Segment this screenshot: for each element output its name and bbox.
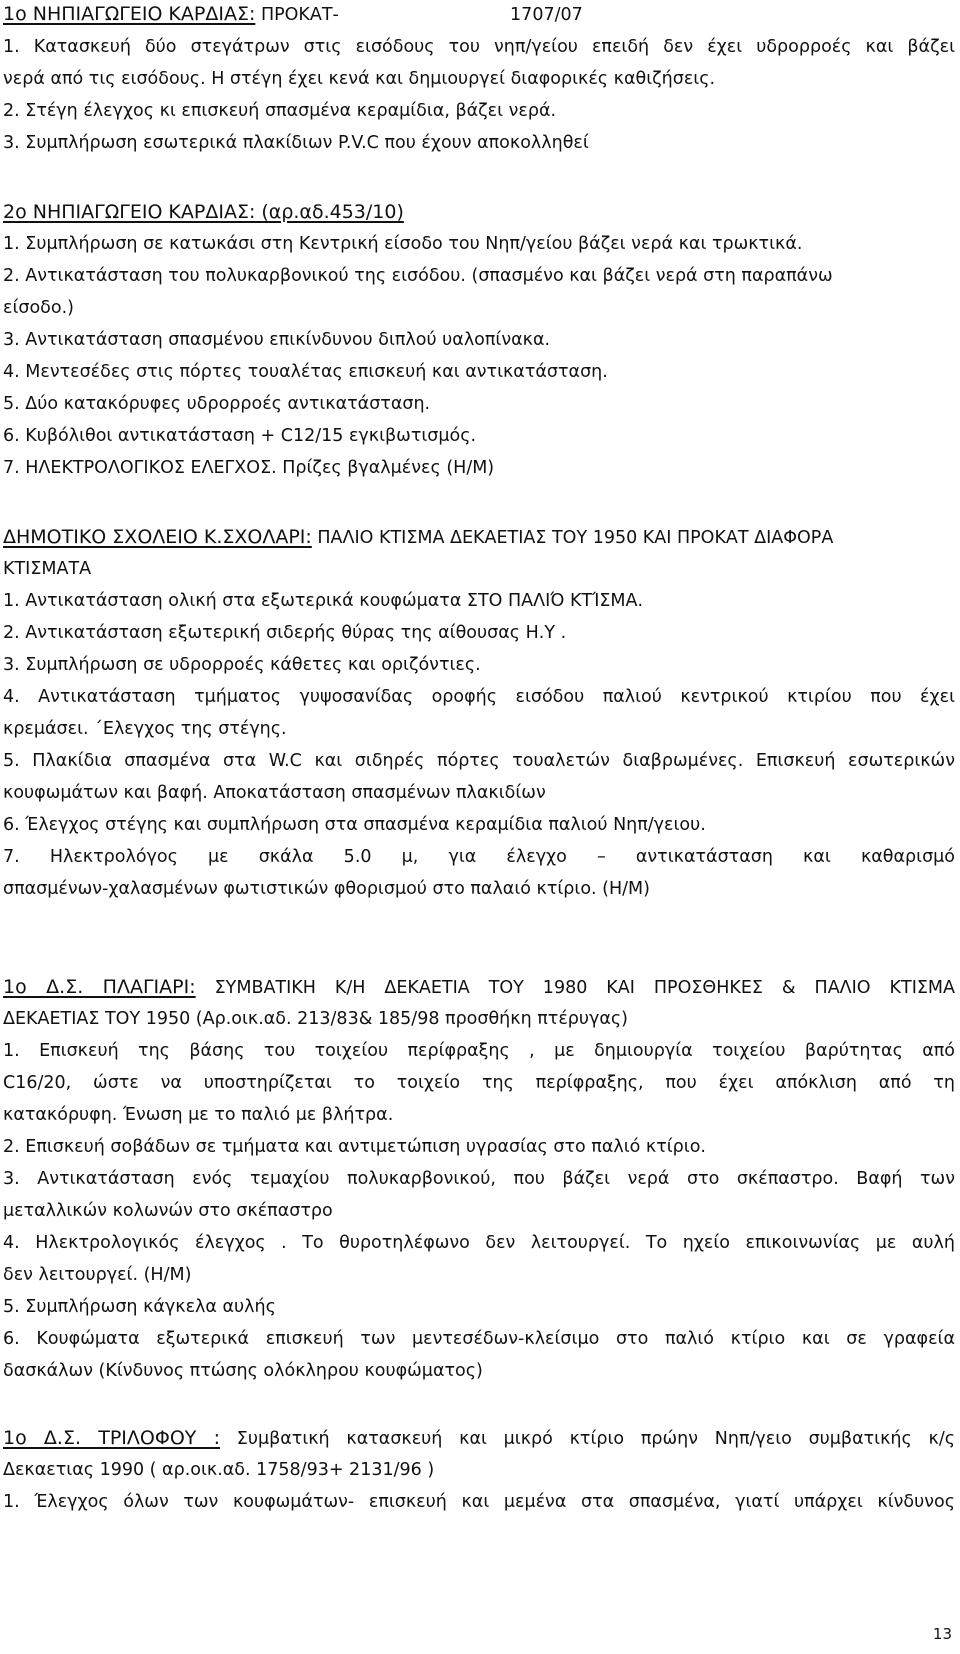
section-heading-line	[3, 200, 955, 225]
body-line: είσοδο.)	[3, 298, 74, 318]
section-title: 2ο ΝΗΠΙΑΓΩΓΕΙΟ ΚΑΡΔΙΑΣ: (αρ.αδ.453/10)	[3, 201, 404, 223]
body-line: 3. Αντικατάσταση ενός τεμαχίου πολυκαρβονικού, που βάζει νερά στο σκέπαστρο. Βαφή των	[3, 1169, 955, 1189]
section-heading-line	[3, 1426, 955, 1451]
section-title-tail: ΠΡΟΚΑΤ-	[260, 5, 339, 25]
section-heading-continuation: ΚΤΙΣΜΑΤΑ	[3, 559, 92, 579]
section-title: 1ο Δ.Σ. ΤΡΙΛΟΦΟΥ :	[3, 1427, 221, 1449]
body-line: σπασμένων-χαλασμένων φωτιστικών φθορισμού στο παλαιό κτίριο. (Η/Μ)	[3, 879, 650, 899]
body-line: 2. Αντικατάσταση του πολυκαρβονικού της εισόδου. (σπασμένο και βάζει νερά στη παραπάνω	[3, 266, 833, 286]
body-line: 6. Έλεγχος στέγης και συμπλήρωση στα σπασμένα κεραμίδια παλιού Νηπ/γειου.	[3, 815, 706, 835]
section-title-tail: ΣΥΜΒΑΤΙΚΗ Κ/Η ΔΕΚΑΕΤΙΑ ΤΟΥ 1980 ΚΑΙ ΠΡΟΣΘΗΚΕΣ & ΠΑΛΙΟ ΚΤΙΣΜΑ	[214, 978, 955, 998]
section-heading-line	[3, 2, 955, 27]
body-line: 1. Αντικατάσταση ολική στα εξωτερικά κουφώματα ΣΤΟ ΠΑΛΙΌ ΚΤΊΣΜΑ.	[3, 591, 644, 611]
body-line: 2. Αντικατάσταση εξωτερική σιδερής θύρας της αίθουσας Η.Υ .	[3, 623, 567, 643]
section-number: 1707/07	[510, 5, 583, 25]
body-line: 3. Αντικατάσταση σπασμένου επικίνδυνου διπλού υαλοπίνακα.	[3, 330, 551, 350]
body-line: νερά από τις εισόδους. Η στέγη έχει κενά και δημιουργεί διαφορικές καθιζήσεις.	[3, 69, 716, 89]
section-title: 1ο Δ.Σ. ΠΛΑΓΙΑΡΙ:	[3, 976, 196, 998]
body-line: 1. Συμπλήρωση σε κατωκάσι στη Κεντρική είσοδο του Νηπ/γείου βάζει νερά και τρωκτικά.	[3, 234, 803, 254]
body-line: 1. Έλεγχος όλων των κουφωμάτων- επισκευή και μεμένα στα σπασμένα, γιατί υπάρχει κίνδυνος	[3, 1492, 955, 1512]
body-line: κουφωμάτων και βαφή. Αποκατάσταση σπασμένων πλακιδίων	[3, 783, 546, 803]
page-number: 13	[932, 1625, 952, 1643]
body-line: δασκάλων (Κίνδυνος πτώσης ολόκληρου κουφώματος)	[3, 1361, 483, 1381]
body-line: 5. Δύο κατακόρυφες υδρορροές αντικατάσταση.	[3, 394, 431, 414]
section-heading-line	[3, 525, 955, 550]
body-line: 4. Μεντεσέδες στις πόρτες τουαλέτας επισκευή και αντικατάσταση.	[3, 362, 608, 382]
body-line: κρεμάσει. ΄Ελεγχος της στέγης.	[3, 719, 287, 739]
section-title: 1ο ΝΗΠΙΑΓΩΓΕΙΟ ΚΑΡΔΙΑΣ:	[3, 3, 256, 25]
body-line: 1. Επισκευή της βάσης του τοιχείου περίφραξης , με δημιουργία τοιχείου βαρύτητας από	[3, 1041, 955, 1061]
body-line: 6. Κυβόλιθοι αντικατάσταση + C12/15 εγκιβωτισμός.	[3, 426, 477, 446]
body-line: κατακόρυφη. Ένωση με το παλιό με βλήτρα.	[3, 1105, 394, 1125]
section-title-tail: ΠΑΛΙΟ ΚΤΙΣΜΑ ΔΕΚΑΕΤΙΑΣ ΤΟΥ 1950 ΚΑΙ ΠΡΟΚΑΤ ΔΙΑΦΟΡΑ	[317, 528, 834, 548]
body-line: μεταλλικών κολωνών στο σκέπαστρο	[3, 1201, 333, 1221]
body-line: 3. Συμπλήρωση εσωτερικά πλακίδιων P.V.C που έχουν αποκολληθεί	[3, 133, 589, 153]
body-line: 5. Συμπλήρωση κάγκελα αυλής	[3, 1297, 276, 1317]
section-title-tail: Συμβατική κατασκευή και μικρό κτίριο πρώην Νηπ/γειο συμβατικής κ/ς	[236, 1429, 955, 1449]
section-heading-continuation: ΔΕΚΑΕΤΙΑΣ ΤΟΥ 1950 (Αρ.οικ.αδ. 213/83& 185/98 προσθήκη πτέρυγας)	[3, 1009, 629, 1029]
section-heading-continuation: Δεκαετιας 1990 ( αρ.οικ.αδ. 1758/93+ 2131/96 )	[3, 1460, 435, 1480]
body-line: 7. Ηλεκτρολόγος με σκάλα 5.0 μ, για έλεγχο – αντικατάσταση και καθαρισμό	[3, 847, 955, 867]
body-line: 7. ΗΛΕΚΤΡΟΛΟΓΙΚΟΣ ΕΛΕΓΧΟΣ. Πρίζες βγαλμένες (Η/Μ)	[3, 458, 495, 478]
body-line: 1. Κατασκευή δύο στεγάτρων στις εισόδους του νηπ/γείου επειδή δεν έχει υδρορροές και βάζει	[3, 37, 955, 57]
body-line: C16/20, ώστε να υποστηρίζεται το τοιχείο της περίφραξης, που έχει απόκλιση από τη	[3, 1073, 955, 1093]
body-line: 4. Ηλεκτρολογικός έλεγχος . Το θυροτηλέφωνο δεν λειτουργεί. Το ηχείο επικοινωνίας με αυλή	[3, 1233, 955, 1253]
body-line: δεν λειτουργεί. (Η/Μ)	[3, 1265, 192, 1285]
body-line: 4. Αντικατάσταση τμήματος γυψοσανίδας οροφής εισόδου παλιού κεντρικού κτιρίου που έχει	[3, 687, 955, 707]
body-line: 6. Κουφώματα εξωτερικά επισκευή των μεντεσέδων-κλείσιμο στο παλιό κτίριο και σε γραφεία	[3, 1329, 955, 1349]
body-line: 2. Στέγη έλεγχος κι επισκευή σπασμένα κεραμίδια, βάζει νερά.	[3, 101, 557, 121]
section-heading-line	[3, 975, 955, 1000]
body-line: 3. Συμπλήρωση σε υδρορροές κάθετες και οριζόντιες.	[3, 655, 481, 675]
body-line: 2. Επισκευή σοβάδων σε τμήματα και αντιμετώπιση υγρασίας στο παλιό κτίριο.	[3, 1137, 706, 1157]
body-line: 5. Πλακίδια σπασμένα στα W.C και σιδηρές πόρτες τουαλετών διαβρωμένες. Επισκευή εσωτερικών	[3, 751, 955, 771]
section-title: ΔΗΜΟΤΙΚΟ ΣΧΟΛΕΙΟ Κ.ΣΧΟΛΑΡΙ:	[3, 526, 312, 548]
